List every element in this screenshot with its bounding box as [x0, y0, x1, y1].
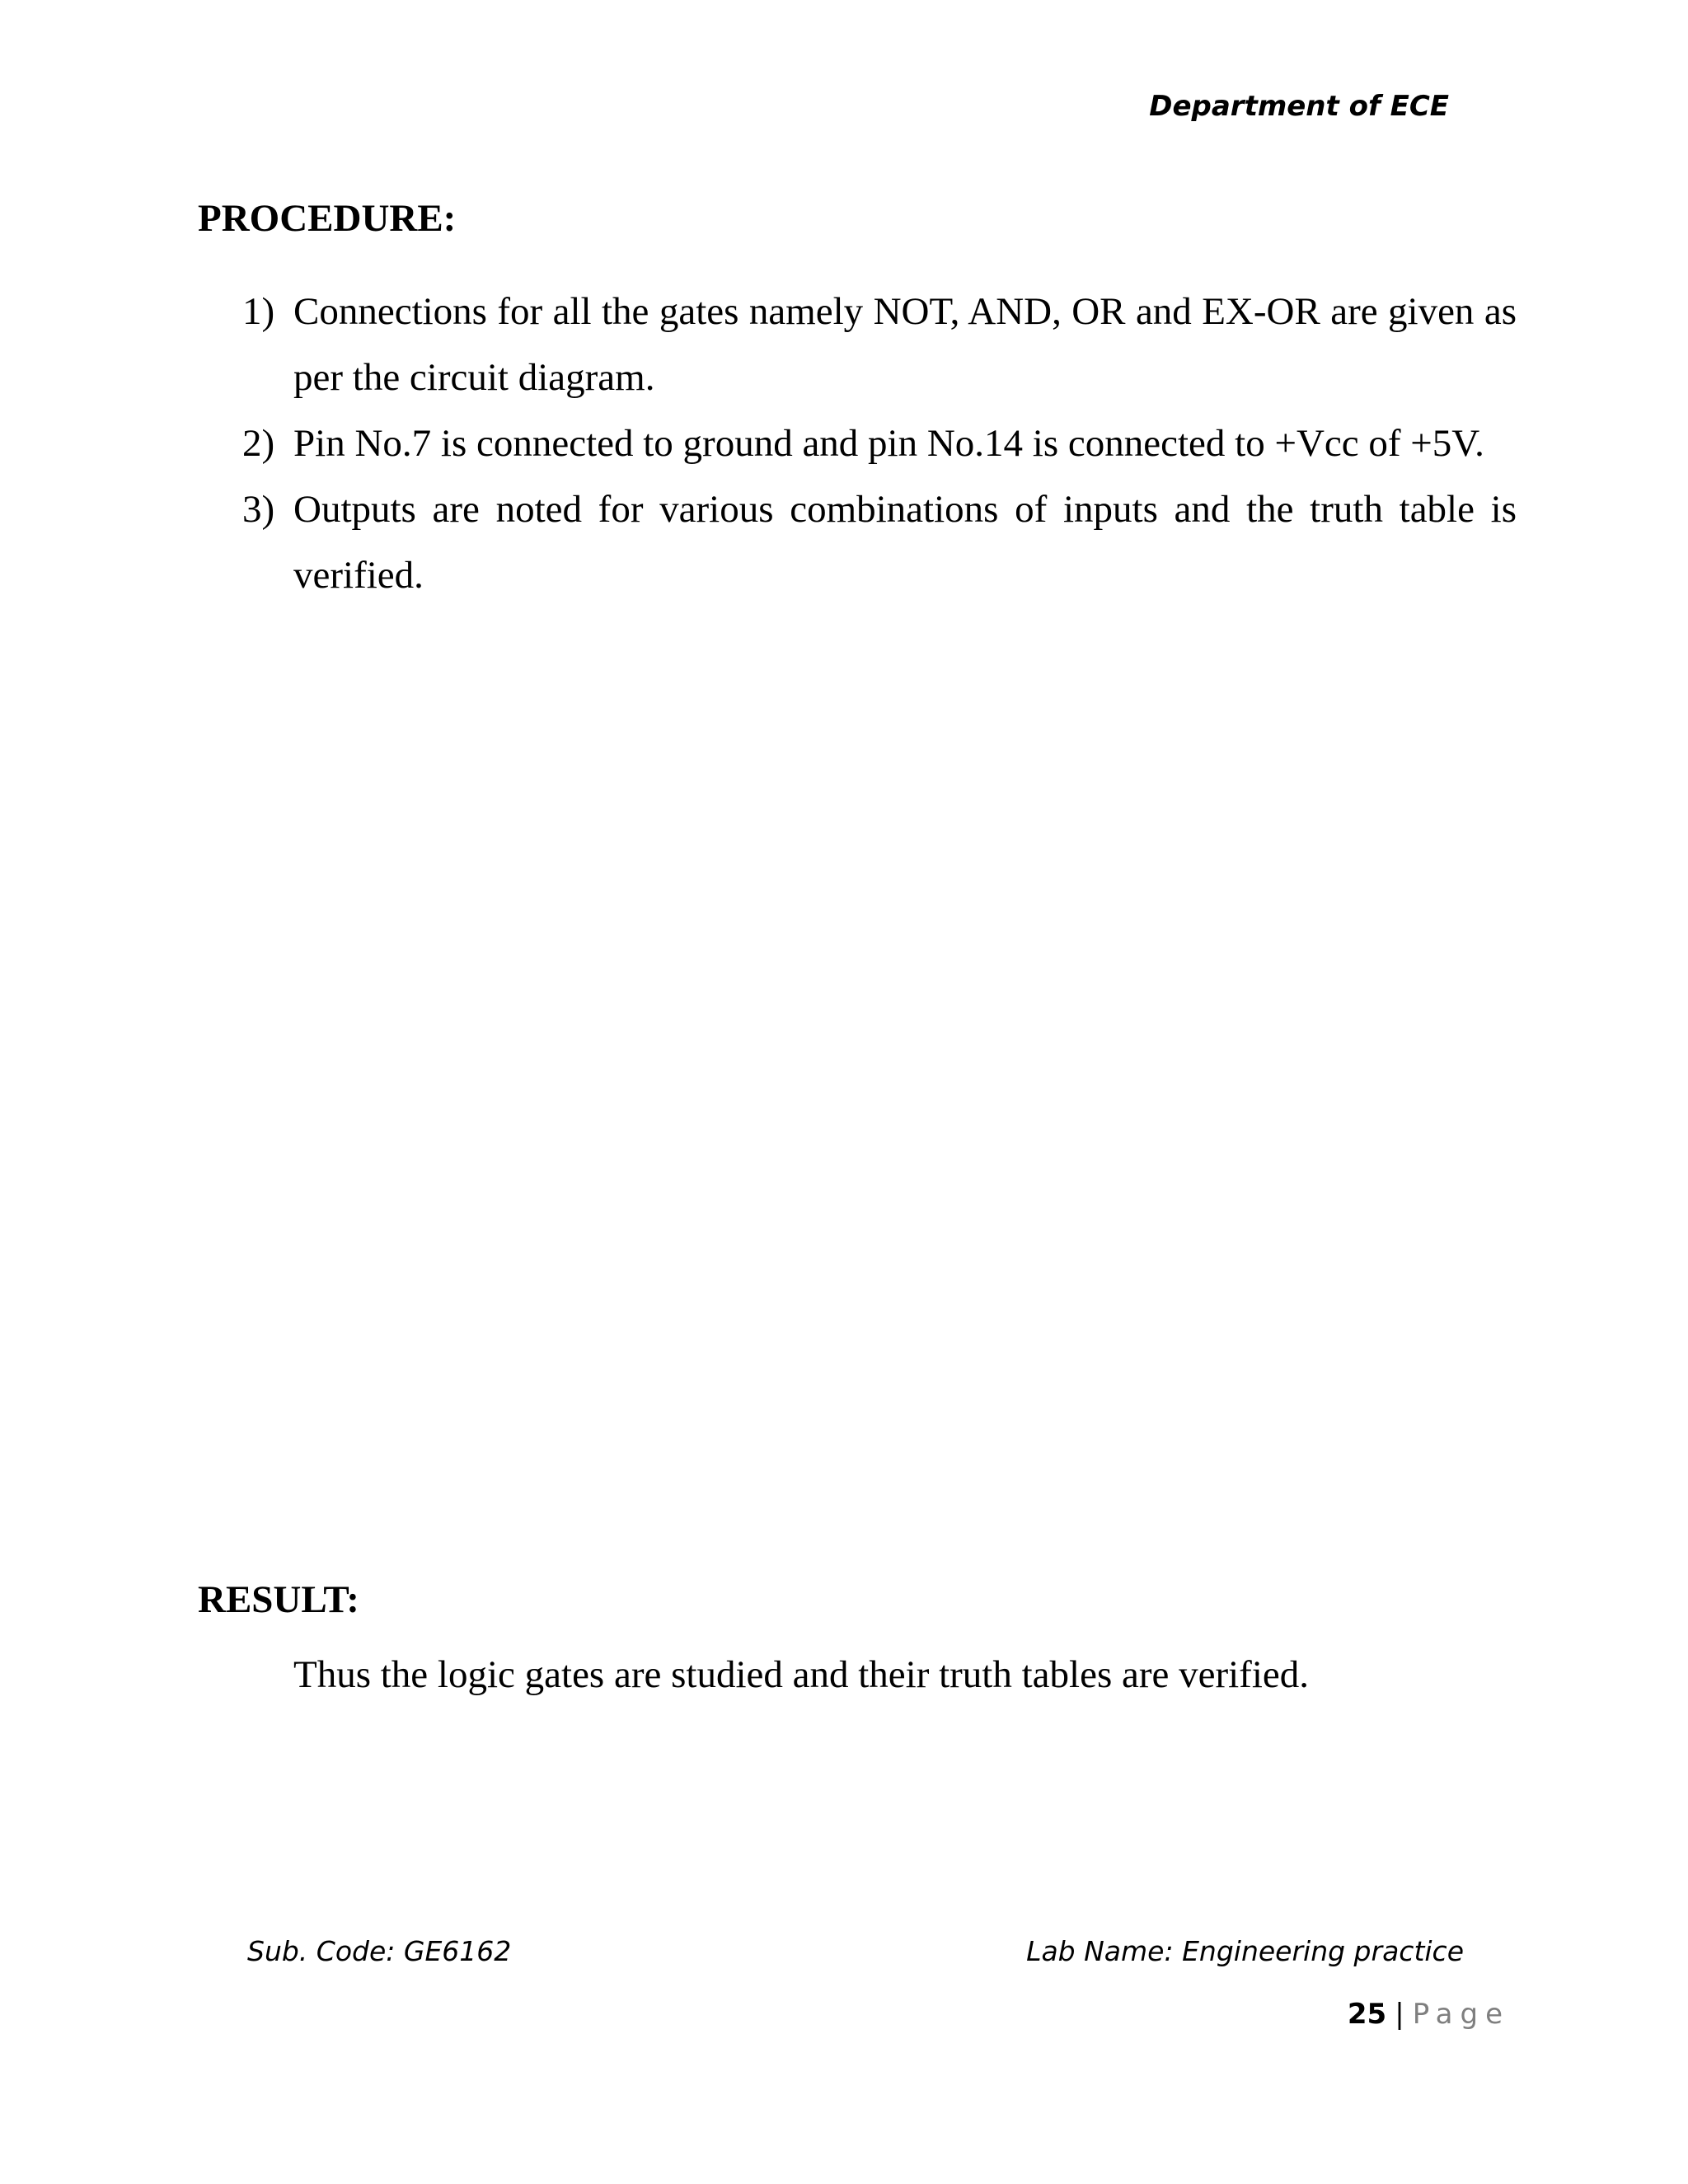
procedure-heading: PROCEDURE:	[198, 197, 457, 240]
step-number: 2)	[242, 422, 275, 465]
procedure-steps	[242, 279, 1517, 608]
procedure-step	[242, 279, 1517, 410]
department-header: Department of ECE	[1149, 90, 1449, 123]
step-number: 1)	[242, 290, 275, 333]
lab-name: Lab Name: Engineering practice	[1026, 1935, 1464, 1967]
step-text: Outputs are noted for various combinations of inputs and the truth table is verified.	[293, 488, 1517, 597]
step-text: Pin No.7 is connected to ground and pin No.14 is connected to +Vcc of +5V.	[293, 422, 1484, 465]
step-text: Connections for all the gates namely NOT, AND, OR and EX-OR are given as per the circuit diagram.	[293, 290, 1517, 399]
page-separator: |	[1395, 1998, 1404, 2031]
page-number-block	[1348, 1998, 1510, 2031]
page-label: Page	[1412, 1998, 1510, 2031]
result-heading: RESULT:	[198, 1578, 359, 1621]
step-number: 3)	[242, 488, 275, 531]
procedure-step	[242, 410, 1517, 476]
page-number: 25	[1347, 1998, 1387, 2031]
result-text: Thus the logic gates are studied and their truth tables are verified.	[293, 1653, 1310, 1696]
subject-code: Sub. Code: GE6162	[247, 1935, 512, 1967]
procedure-step	[242, 476, 1517, 608]
